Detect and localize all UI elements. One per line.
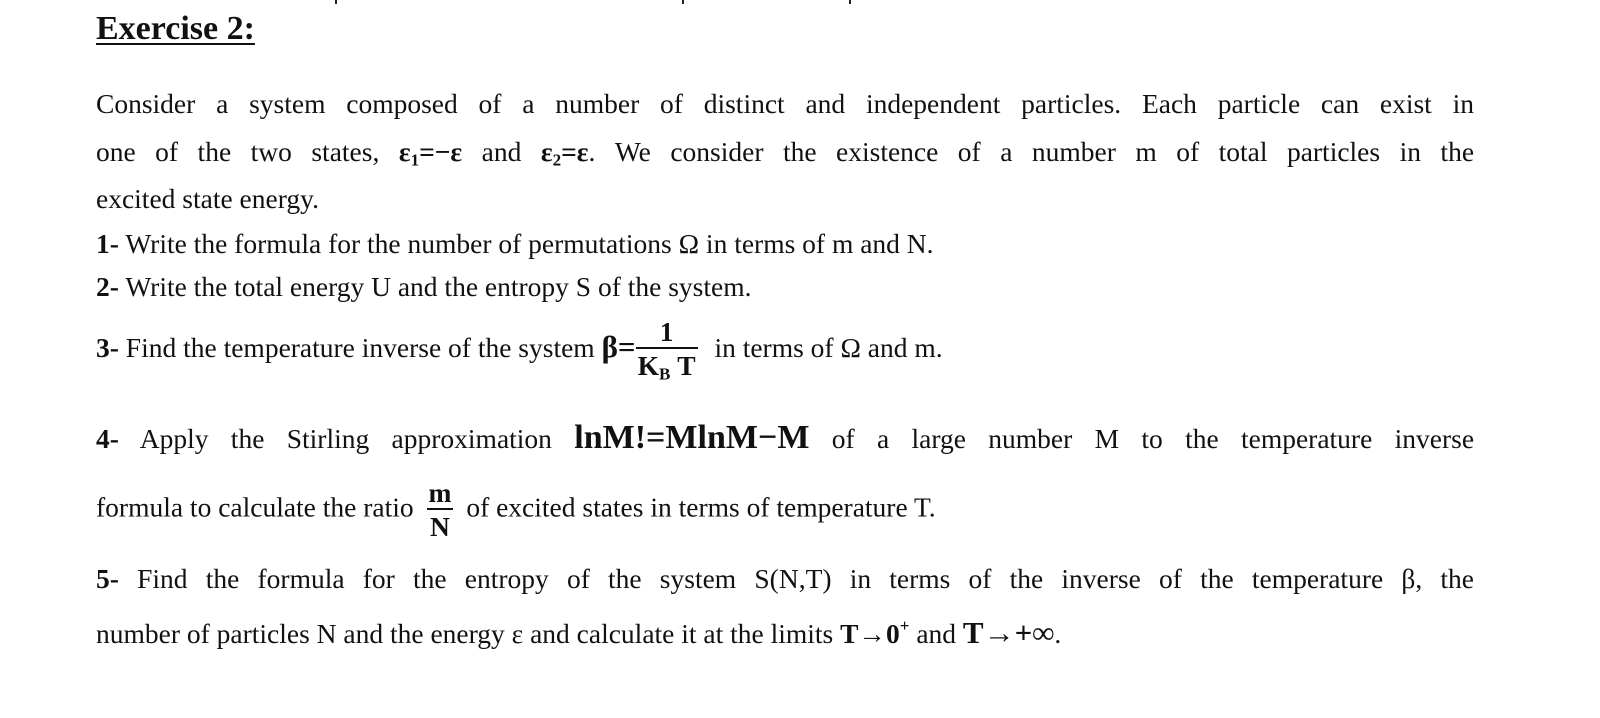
cropped-mark <box>335 0 337 4</box>
question-text: Find the temperature inverse of the system <box>125 331 595 363</box>
intro-line-2: one of the two states, $\varepsilon_1=-\varepsilon$ and $\varepsilon_2=\varepsilon$. We consider the existence of a number m of total particles in the <box>96 136 1475 170</box>
intro-line-3: excited state energy. <box>96 183 319 214</box>
question-text: Write the formula for the number of permutations Ω in terms of m and N. <box>125 228 934 259</box>
question-number: 4- <box>96 423 119 454</box>
question-number: 2- <box>96 271 119 302</box>
limit-zero: T→0+ <box>840 616 910 649</box>
question-3 <box>96 317 943 384</box>
question-number: 1- <box>96 228 119 259</box>
state-energy-1: $\varepsilon_1=-\varepsilon$ <box>398 136 463 170</box>
intro-line-1: Consider a system composed of a number of distinct and independent particles. Each particle can exist in <box>96 88 1474 119</box>
question-4-line-1: 4- Apply the Stirling approximation lnM!=MlnM−M of a large number M to the temperature inverse <box>96 419 1475 456</box>
beta-symbol: β= <box>601 328 636 364</box>
exercise-title: Exercise 2: <box>96 10 255 47</box>
question-number: 3- <box>96 331 119 363</box>
question-number: 5- <box>96 563 119 594</box>
state-energy-2: $\varepsilon_2=\varepsilon$ <box>540 136 589 170</box>
question-1 <box>96 228 934 260</box>
question-5-line-1: 5- Find the formula for the entropy of the system S(N,T) in terms of the inverse of the temperature β, the <box>96 563 1475 594</box>
question-text: Write the total energy U and the entropy S of the system. <box>125 271 752 302</box>
limit-infinity: T→+∞ <box>962 614 1055 650</box>
question-text-end: in terms of Ω and m. <box>714 331 943 363</box>
question-5-line-2: number of particles N and the energy ε and calculate it at the limits T→0+ and T→+∞. <box>96 614 1062 650</box>
beta-fraction: $\frac{1}{K_B T}$ <box>637 316 696 384</box>
ratio-fraction: $\frac{m}{N}$ <box>428 477 452 543</box>
cropped-mark <box>682 0 684 4</box>
cropped-mark <box>849 0 851 4</box>
question-4-line-2: formula to calculate the ratio $\frac{m}{N}$ of excited states in terms of temperature T. <box>96 477 936 543</box>
question-2 <box>96 271 751 303</box>
stirling-formula: lnM!=MlnM−M <box>574 419 810 456</box>
